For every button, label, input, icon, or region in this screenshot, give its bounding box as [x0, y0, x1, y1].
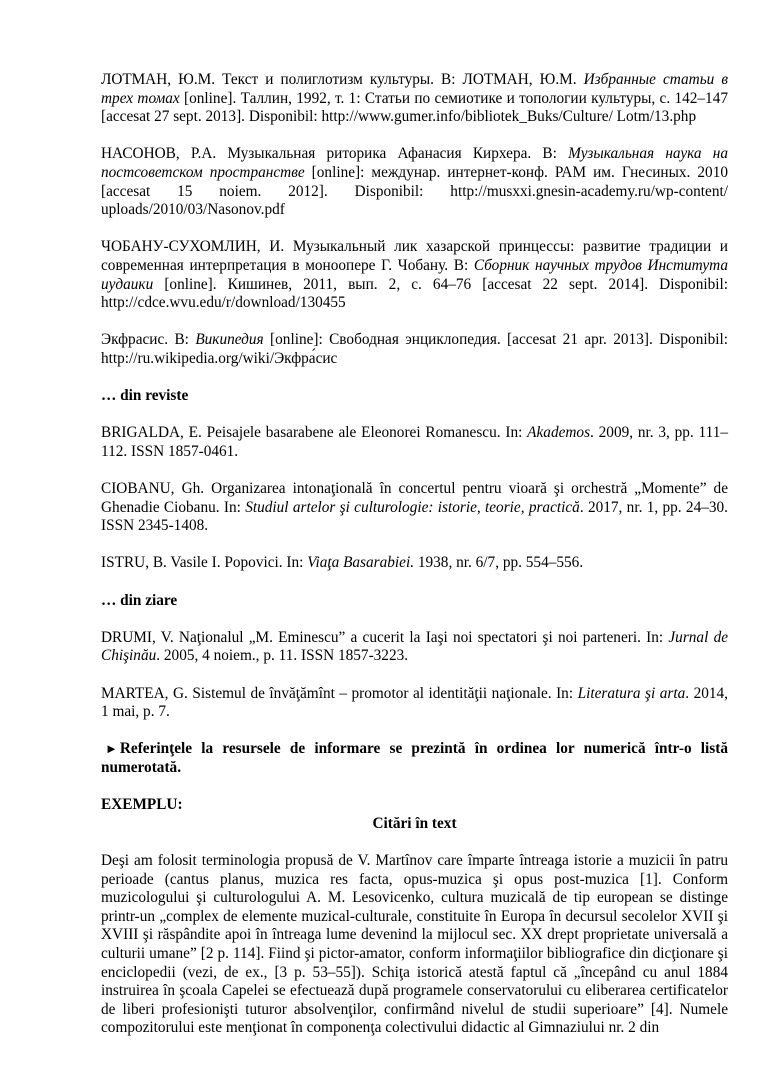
- ordering-note: [101, 740, 728, 777]
- example-label: EXEMPLU:: [101, 796, 183, 814]
- source-title: Studiul artelor şi culturologie: istorie, teorie, practică: [245, 498, 580, 516]
- section-heading-ziare: … din ziare: [101, 591, 178, 609]
- document-page: [101, 71, 728, 1056]
- example-paragraph: Deşi am folosit terminologia propusă de V. Martînov care împarte întreaga istorie a muzicii în patru perioade (cantus planus, muzica res facta, opus-muzica şi opus post-muzica [1]. Conform muzicologului şi culturologului A. M. Lesovicenko, cultura muzicală de tip european se distinge printr-un „complex de elemente muzical-culturale, constituite în Europa în decursul secolelor XVII şi XVIII şi răspândite apoi în întreaga lume devenind la mijlocul sec. XX drept proprietate universală a culturii umane” [2 p. 114]. Fiind şi pictor-amator, conform informaţiilor bibliografice din dicţionare şi enciclopedii (vezi, de ex., [3 p. 53–55]). Schiţa istorică atestă faptul că „începând cu anul 1884 instruirea în şcoala Capelei se efectuează după programele conservatorului cu eliberarea certificatelor de liberi profesionişti tuturor absolvenţilor, confirmând nivelul de studii superioare” [4]. Numele compozitorului este menţionat în componenţa colectivului didactic al Gimnaziului nr. 2 din: [101, 851, 728, 1037]
- reference-entry: Экфрасис. В: Википедия [online]: Свободная энциклопедия. [accesat 21 apr. 2013]. Disponibil: http://ru.wikipedia.org/wiki/Экфра́сис: [101, 331, 728, 367]
- source-title: Музыкальная наука на постсоветском пространстве: [101, 145, 728, 181]
- reference-entry: ЛОТМАН, Ю.М. Текст и полиглотизм культуры. В: ЛОТМАН, Ю.М. Избранные статьи в трех томах [online]. Таллин, 1992, т. 1: Статьи по семиотике и топологии культуры, с. 142–147 [accesat 27 sept. 2013]. Disponibil: http://www.gumer.info/bibliotek_Buks/Culture/ Lotm/13.php: [101, 71, 729, 126]
- source-title: Сборник научных трудов Института иудаики: [101, 256, 728, 293]
- source-title: Literatura şi arta: [577, 684, 686, 702]
- source-title: Viaţa Basarabiei.: [307, 554, 415, 572]
- reference-entry: НАСОНОВ, Р.А. Музыкальная риторика Афанасия Кирхера. В: Музыкальная наука на постсоветском пространстве [online]: междунар. интернет-конф. РАМ им. Гнесиных. 2010 [accesat 15 noiem. 2012]. Disponibil: http://musxxi.gnesin-academy.ru/wp-content/ uploads/2010/03/Nasonov.pdf: [101, 145, 728, 219]
- source-title: Akademos: [527, 424, 591, 442]
- example-title: Citări în text: [372, 814, 457, 832]
- reference-entry: DRUMI, V. Naţionalul „M. Eminescu” a cucerit la Iaşi noi spectatori şi noi parteneri. In: Jurnal de Chişinău. 2005, 4 noiem., p. 11. ISSN 1857-3223.: [101, 628, 729, 665]
- source-title: Википедия: [195, 331, 264, 349]
- source-title: Jurnal de Chişinău: [101, 628, 729, 665]
- section-heading-reviste: … din reviste: [101, 387, 189, 405]
- reference-entry: MARTEA, G. Sistemul de învăţămînt – promotor al identităţii naţionale. In: Literatura şi arta. 2014, 1 mai, p. 7.: [101, 684, 728, 721]
- reference-entry: BRIGALDA, E. Peisajele basarabene ale Eleonorei Romanescu. In: Akademos. 2009, nr. 3, pp. 111–112. ISSN 1857-0461.: [101, 424, 729, 460]
- reference-entry: CIOBANU, Gh. Organizarea intonaţională în concertul pentru vioară şi orchestră „Momente” de Ghenadie Ciobanu. In: Studiul artelor şi culturologie: istorie, teorie, practică. 2017, nr. 1, pp. 24–30. ISSN 2345-1408.: [101, 480, 728, 535]
- triangle-right-icon: ►: [105, 741, 118, 757]
- reference-entry: ISTRU, B. Vasile I. Popovici. In: Viaţa Basarabiei. 1938, nr. 6/7, pp. 554–556.: [101, 554, 584, 572]
- source-title: Избранные статьи в трех томах: [101, 71, 728, 107]
- reference-entry: ЧОБАНУ-СУХОМЛИН, И. Музыкальный лик хазарской принцессы: развитие традиции и современная интерпретация в моноопере Г. Чобану. В: Сборник научных трудов Института иудаики [online]. Кишинев, 2011, вып. 2, с. 64–76 [accesat 22 sept. 2014]. Disponibil: http://cdce.wvu.edu/r/download/130455: [101, 238, 728, 312]
- note-text: Referinţele la resursele de informare se prezintă în ordinea lor numerică într-o listă numerotată.: [101, 740, 728, 776]
